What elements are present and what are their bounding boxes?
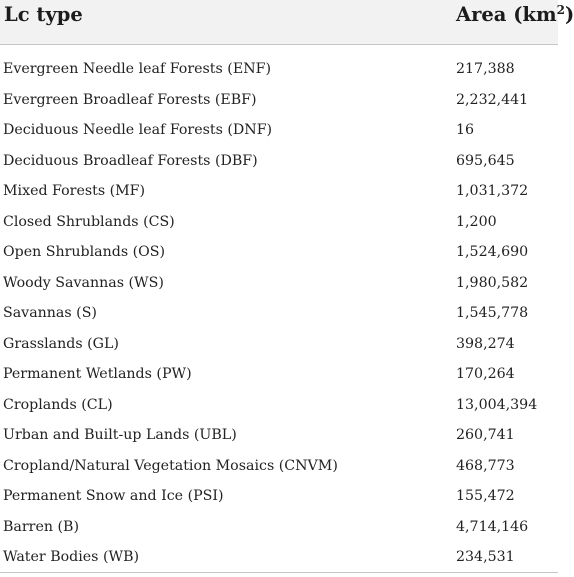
lc-type-cell: Barren (B)	[3, 518, 79, 535]
table-row	[0, 451, 558, 482]
header-area-label: Area (km	[456, 3, 557, 26]
table-row	[0, 85, 558, 116]
lc-type-cell: Permanent Snow and Ice (PSI)	[3, 488, 224, 504]
table-row	[0, 237, 558, 268]
table-row	[0, 390, 558, 421]
lc-type-cell: Deciduous Broadleaf Forests (DBF)	[3, 152, 258, 169]
lc-type-cell: Permanent Wetlands (PW)	[3, 366, 192, 382]
table-row	[0, 54, 558, 85]
area-cell: 398,274	[456, 335, 515, 352]
table-body	[0, 54, 558, 573]
lc-type-cell: Evergreen Needle leaf Forests (ENF)	[3, 61, 271, 77]
lc-type-cell: Savannas (S)	[3, 305, 97, 321]
table-row	[0, 115, 558, 146]
area-cell: 4,714,146	[456, 518, 529, 535]
lc-type-cell: Woody Savannas (WS)	[3, 274, 164, 291]
table-row	[0, 146, 558, 177]
table-row	[0, 359, 558, 390]
area-cell: 695,645	[456, 152, 515, 169]
table-row	[0, 512, 558, 543]
lc-type-cell: Deciduous Needle leaf Forests (DNF)	[3, 122, 273, 138]
area-cell: 13,004,394	[456, 396, 538, 413]
area-cell: 1,031,372	[456, 183, 529, 199]
table-row	[0, 329, 558, 360]
table-row	[0, 207, 558, 238]
table-bottom-rule	[0, 572, 558, 573]
lc-type-cell: Closed Shrublands (CS)	[3, 213, 175, 230]
header-area	[456, 2, 574, 28]
table-row	[0, 481, 558, 512]
table-row	[0, 298, 558, 329]
table-row	[0, 176, 558, 207]
lc-type-cell: Cropland/Natural Vegetation Mosaics (CNVM)	[3, 457, 338, 474]
table-header	[0, 0, 574, 45]
lc-type-cell: Open Shrublands (OS)	[3, 244, 166, 260]
area-cell: 234,531	[456, 549, 515, 565]
area-cell: 1,545,778	[456, 305, 529, 321]
area-cell: 260,741	[456, 427, 515, 443]
header-area-close: )	[564, 3, 574, 26]
area-cell: 16	[456, 122, 475, 138]
header-lc-type: Lc type	[4, 3, 83, 26]
header-area-unit-superscript: 2	[556, 3, 565, 17]
lc-type-cell: Evergreen Broadleaf Forests (EBF)	[3, 91, 257, 108]
area-cell: 1,200	[456, 213, 497, 230]
lc-type-cell: Water Bodies (WB)	[3, 549, 140, 565]
area-cell: 2,232,441	[456, 91, 529, 108]
table-row	[0, 542, 558, 573]
table-row	[0, 268, 558, 299]
area-cell: 155,472	[456, 488, 515, 504]
area-cell: 468,773	[456, 457, 515, 474]
area-cell: 1,980,582	[456, 274, 529, 291]
area-cell: 170,264	[456, 366, 515, 382]
table-row	[0, 420, 558, 451]
lc-type-cell: Croplands (CL)	[3, 396, 113, 413]
area-cell: 1,524,690	[456, 244, 529, 260]
lc-type-cell: Grasslands (GL)	[3, 335, 119, 352]
lc-type-cell: Mixed Forests (MF)	[3, 183, 146, 199]
lc-type-cell: Urban and Built-up Lands (UBL)	[3, 427, 237, 443]
area-cell: 217,388	[456, 61, 515, 77]
